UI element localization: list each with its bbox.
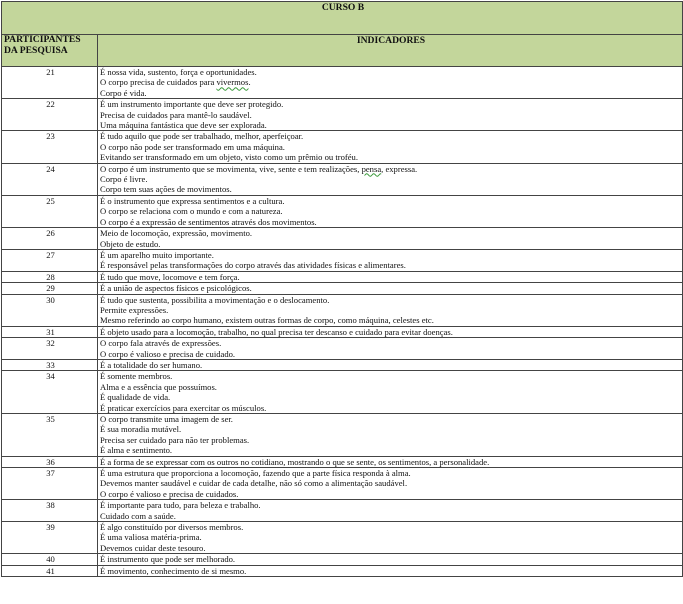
table-row bbox=[2, 468, 683, 500]
indicator-line: Meio de locomoção, expressão, movimento. bbox=[100, 228, 253, 239]
indicator-line: O corpo precisa de cuidados para vivermos. bbox=[100, 77, 251, 88]
indicators-cell bbox=[98, 522, 683, 554]
table-row bbox=[2, 195, 683, 227]
participant-number: 32 bbox=[2, 338, 98, 360]
participants-header-line: PARTICIPANTES bbox=[4, 34, 81, 45]
indicator-line: É tudo que sustenta, possibilita a movimentação e o deslocamento. bbox=[100, 294, 330, 305]
table-row bbox=[2, 554, 683, 565]
participant-number: 37 bbox=[2, 468, 98, 500]
indicators-cell bbox=[98, 99, 683, 131]
participant-number: 39 bbox=[2, 522, 98, 554]
indicator-line: O corpo é um instrumento que se movimenta, vive, sente e tem realizações, pensa, expressa. bbox=[100, 163, 418, 174]
indicator-line: Permite expressões. bbox=[100, 304, 169, 315]
participant-number: 36 bbox=[2, 456, 98, 467]
participant-number: 35 bbox=[2, 414, 98, 457]
table-row bbox=[2, 283, 683, 294]
indicators-cell bbox=[98, 414, 683, 457]
participants-header bbox=[2, 35, 98, 67]
indicators-cell bbox=[98, 271, 683, 282]
table-row bbox=[2, 294, 683, 326]
indicators-header: INDICADORES bbox=[98, 35, 683, 67]
indicators-cell bbox=[98, 565, 683, 576]
indicator-line: É tudo aquilo que pode ser trabalhado, melhor, aperfeiçoar. bbox=[100, 131, 304, 142]
indicator-line: É algo constituído por diversos membros. bbox=[100, 522, 244, 533]
indicators-cell bbox=[98, 554, 683, 565]
table-row bbox=[2, 565, 683, 576]
table-row bbox=[2, 371, 683, 414]
course-title: CURSO B bbox=[2, 2, 683, 35]
table-row bbox=[2, 456, 683, 467]
table-row bbox=[2, 99, 683, 131]
indicators-cell bbox=[98, 249, 683, 271]
table-row bbox=[2, 131, 683, 163]
indicator-line: É tudo que move, locomove e tem força. bbox=[100, 271, 240, 282]
indicator-line: Alma e a essência que possuímos. bbox=[100, 381, 217, 392]
indicators-cell bbox=[98, 326, 683, 337]
table-title-row bbox=[2, 2, 683, 35]
indicator-line: É qualidade de vida. bbox=[100, 392, 171, 403]
table-row bbox=[2, 338, 683, 360]
indicators-cell bbox=[98, 163, 683, 195]
participant-number: 23 bbox=[2, 131, 98, 163]
indicator-line: Evitando ser transformado em um objeto, visto como um prêmio ou troféu. bbox=[100, 152, 358, 163]
participant-number: 41 bbox=[2, 565, 98, 576]
table-row bbox=[2, 163, 683, 195]
indicator-line: O corpo é valioso e precisa de cuidados. bbox=[100, 488, 239, 499]
table-row bbox=[2, 522, 683, 554]
participant-number: 28 bbox=[2, 271, 98, 282]
course-b-table bbox=[1, 1, 683, 577]
participant-number: 27 bbox=[2, 249, 98, 271]
table-body bbox=[2, 67, 683, 577]
indicator-line: É a totalidade do ser humano. bbox=[100, 359, 203, 370]
indicators-cell bbox=[98, 131, 683, 163]
indicator-line: Corpo é vida. bbox=[100, 87, 147, 98]
participant-number: 38 bbox=[2, 500, 98, 522]
indicator-line: Devemos cuidar deste tesouro. bbox=[100, 542, 206, 553]
indicator-line: O corpo não pode ser transformado em uma máquina. bbox=[100, 141, 285, 152]
indicator-line: É a união de aspectos físicos e psicológicos. bbox=[100, 283, 252, 294]
indicator-line: É somente membros. bbox=[100, 371, 173, 382]
table-row bbox=[2, 67, 683, 99]
indicator-line: O corpo é valioso e precisa de cuidado. bbox=[100, 348, 236, 359]
participant-number: 25 bbox=[2, 195, 98, 227]
participant-number: 22 bbox=[2, 99, 98, 131]
participant-number: 34 bbox=[2, 371, 98, 414]
indicators-cell bbox=[98, 338, 683, 360]
indicator-line: Precisa ser cuidado para não ter problemas. bbox=[100, 434, 250, 445]
indicator-line: É um aparelho muito importante. bbox=[100, 249, 214, 260]
indicator-line: Mesmo referindo ao corpo humano, existem outras formas de corpo, como máquina, celestes etc. bbox=[100, 315, 434, 326]
indicator-line: Precisa de cuidados para mantê-lo saudável. bbox=[100, 109, 252, 120]
indicators-cell bbox=[98, 456, 683, 467]
spellcheck-mark: vivermos bbox=[216, 77, 249, 88]
participant-number: 21 bbox=[2, 67, 98, 99]
indicators-cell bbox=[98, 283, 683, 294]
table-row bbox=[2, 414, 683, 457]
spellcheck-mark: pensa bbox=[361, 163, 382, 174]
indicator-line: Devemos manter saudável e cuidar de cada detalhe, não só como a alimentação saudável. bbox=[100, 478, 408, 489]
participant-number: 30 bbox=[2, 294, 98, 326]
indicator-line: É movimento, conhecimento de si mesmo. bbox=[100, 565, 247, 576]
indicator-line: É responsável pelas transformações do corpo através das atividades físicas e alimentares. bbox=[100, 260, 406, 271]
participant-number: 40 bbox=[2, 554, 98, 565]
participant-number: 24 bbox=[2, 163, 98, 195]
indicator-line: É um instrumento importante que deve ser protegido. bbox=[100, 99, 284, 110]
indicator-line: É o instrumento que expressa sentimentos e a cultura. bbox=[100, 195, 285, 206]
indicators-cell bbox=[98, 294, 683, 326]
indicators-cell bbox=[98, 359, 683, 370]
participant-number: 31 bbox=[2, 326, 98, 337]
table-row bbox=[2, 271, 683, 282]
indicators-cell bbox=[98, 371, 683, 414]
participant-number: 33 bbox=[2, 359, 98, 370]
participants-header-line: DA PESQUISA bbox=[4, 44, 68, 56]
table-row bbox=[2, 228, 683, 250]
indicator-line: O corpo se relaciona com o mundo e com a natureza. bbox=[100, 206, 283, 217]
participant-number: 26 bbox=[2, 228, 98, 250]
participant-number: 29 bbox=[2, 283, 98, 294]
indicator-line: Corpo tem suas ações de movimentos. bbox=[100, 184, 232, 195]
column-header-row bbox=[2, 35, 683, 67]
indicator-line: Objeto de estudo. bbox=[100, 238, 161, 249]
indicator-line: O corpo fala através de expressões. bbox=[100, 338, 222, 349]
indicators-cell bbox=[98, 468, 683, 500]
indicator-line: Corpo é livre. bbox=[100, 174, 148, 185]
indicators-cell bbox=[98, 195, 683, 227]
indicators-cell bbox=[98, 67, 683, 99]
indicator-line: É instrumento que pode ser melhorado. bbox=[100, 554, 236, 565]
indicator-line: É a forma de se expressar com os outros no cotidiano, mostrando o que se sente, os sentimentos, a personalidade. bbox=[100, 456, 490, 467]
indicator-line: É nossa vida, sustento, força e oportunidades. bbox=[100, 67, 257, 77]
indicator-line: É uma valiosa matéria-prima. bbox=[100, 532, 202, 543]
indicator-line: Uma máquina fantástica que deve ser explorada. bbox=[100, 120, 267, 131]
indicators-cell bbox=[98, 500, 683, 522]
table-row bbox=[2, 359, 683, 370]
indicator-line: É importante para tudo, para beleza e trabalho. bbox=[100, 500, 261, 511]
indicator-line: É praticar exercícios para exercitar os músculos. bbox=[100, 402, 267, 413]
indicator-line: É uma estrutura que proporciona a locomoção, fazendo que a parte física responda à alma. bbox=[100, 468, 411, 479]
indicator-line: É sua moradia mutável. bbox=[100, 424, 182, 435]
table-row bbox=[2, 326, 683, 337]
indicators-cell bbox=[98, 228, 683, 250]
indicator-line: O corpo transmite uma imagem de ser. bbox=[100, 414, 233, 424]
indicator-line: O corpo é a expressão de sentimentos através dos movimentos. bbox=[100, 216, 317, 227]
table-row bbox=[2, 249, 683, 271]
indicator-line: Cuidado com a saúde. bbox=[100, 510, 176, 521]
indicator-line: É alma e sentimento. bbox=[100, 445, 173, 456]
table-row bbox=[2, 500, 683, 522]
indicator-line: É objeto usado para a locomoção, trabalho, no qual precisa ter descanso e cuidado para evitar doenças. bbox=[100, 326, 453, 337]
